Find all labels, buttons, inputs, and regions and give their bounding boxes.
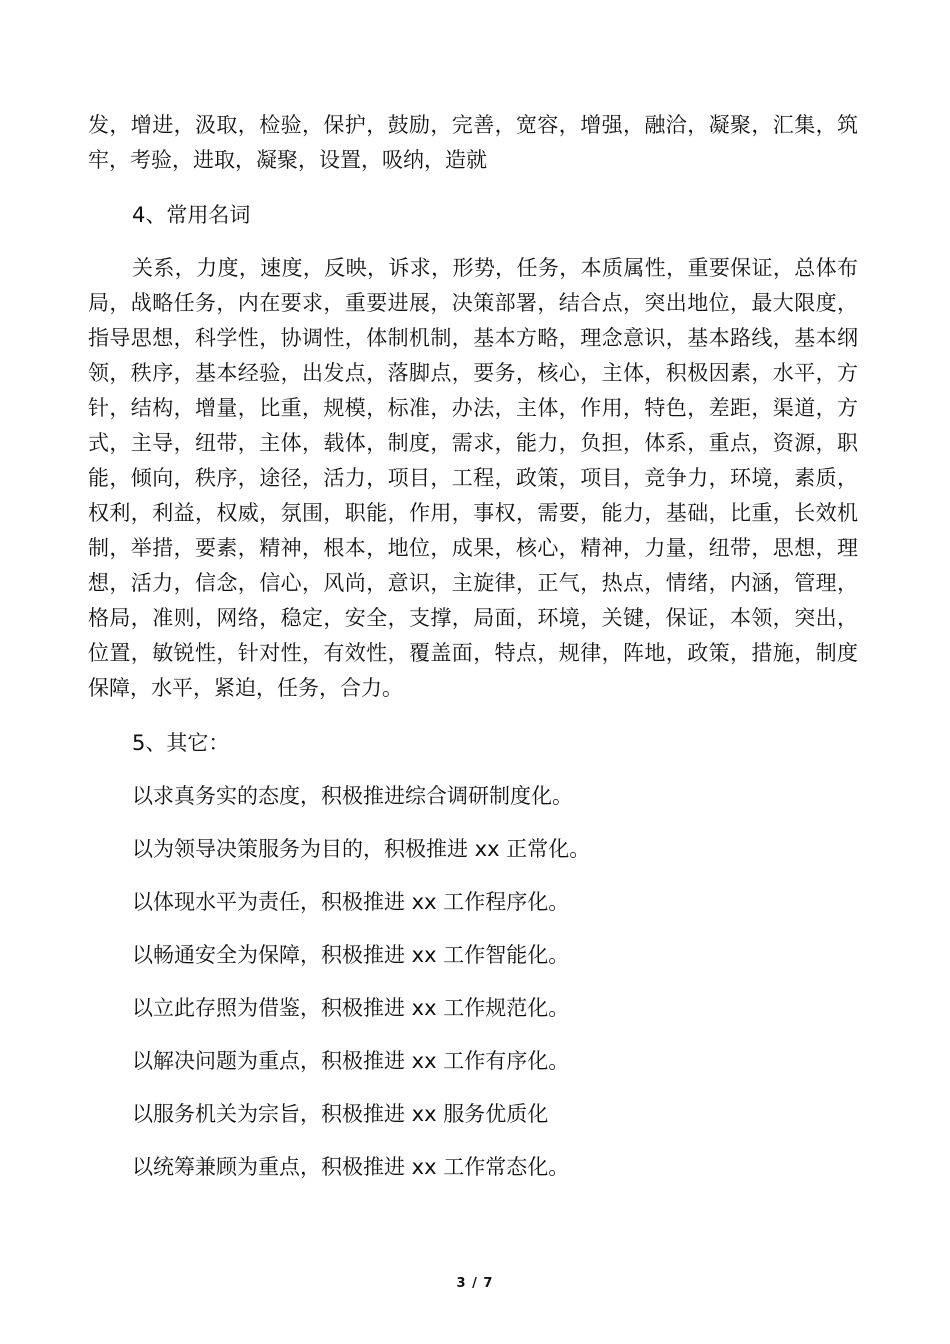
list-item: 以畅通安全为保障，积极推进 xx 工作智能化。 <box>132 943 570 967</box>
section-5-list <box>88 779 858 1185</box>
verbs-continued-paragraph: 发，增进，汲取，检验，保护，鼓励，完善，宽容，增强，融洽，凝聚，汇集，筑牢，考验，进取，凝聚，设置，吸纳，造就 <box>88 113 858 172</box>
page-number: 3 / 7 <box>456 1276 494 1291</box>
list-item: 以为领导决策服务为目的，积极推进 xx 正常化。 <box>132 837 591 861</box>
list-item: 以统筹兼顾为重点，积极推进 xx 工作常态化。 <box>132 1155 570 1179</box>
list-item: 以求真务实的态度，积极推进综合调研制度化。 <box>132 784 573 808</box>
list-item: 以立此存照为借鉴，积极推进 xx 工作规范化。 <box>132 996 570 1020</box>
list-item: 以解决问题为重点，积极推进 xx 工作有序化。 <box>132 1049 570 1073</box>
section-4-body: 关系，力度，速度，反映，诉求，形势，任务，本质属性，重要保证，总体布局，战略任务，内在要求，重要进展，决策部署，结合点，突出地位，最大限度，指导思想，科学性，协调性，体制机制，基本方略，理念意识，基本路线，基本纲领，秩序，基本经验，出发点，落脚点，要务，核心，主体，积极因素，水平，方针，结构，增量，比重，规模，标准，办法，主体，作用，特色，差距，渠道，方式，主导，纽带，主体，载体，制度，需求，能力，负担，体系，重点，资源，职能，倾向，秩序，途径，活力，项目，工程，政策，项目，竞争力，环境，素质，权利，利益，权威，氛围，职能，作用，事权，需要，能力，基础，比重，长效机制，举措，要素，精神，根本，地位，成果，核心，精神，力量，纽带，思想，理想，活力，信念，信心，风尚，意识，主旋律，正气，热点，情绪，内涵，管理，格局，准则，网络，稳定，安全，支撑，局面，环境，关键，保证，本领，突出，位置，敏锐性，针对性，有效性，覆盖面，特点，规律，阵地，政策，措施，制度保障，水平，紧迫，任务，合力。 <box>88 256 858 700</box>
list-item: 以体现水平为责任，积极推进 xx 工作程序化。 <box>132 890 570 914</box>
document-body <box>88 108 858 1185</box>
section-5-heading: 5、其它： <box>132 731 230 755</box>
section-4-heading: 4、常用名词 <box>132 203 251 227</box>
list-item: 以服务机关为宗旨，积极推进 xx 服务优质化 <box>132 1102 549 1126</box>
